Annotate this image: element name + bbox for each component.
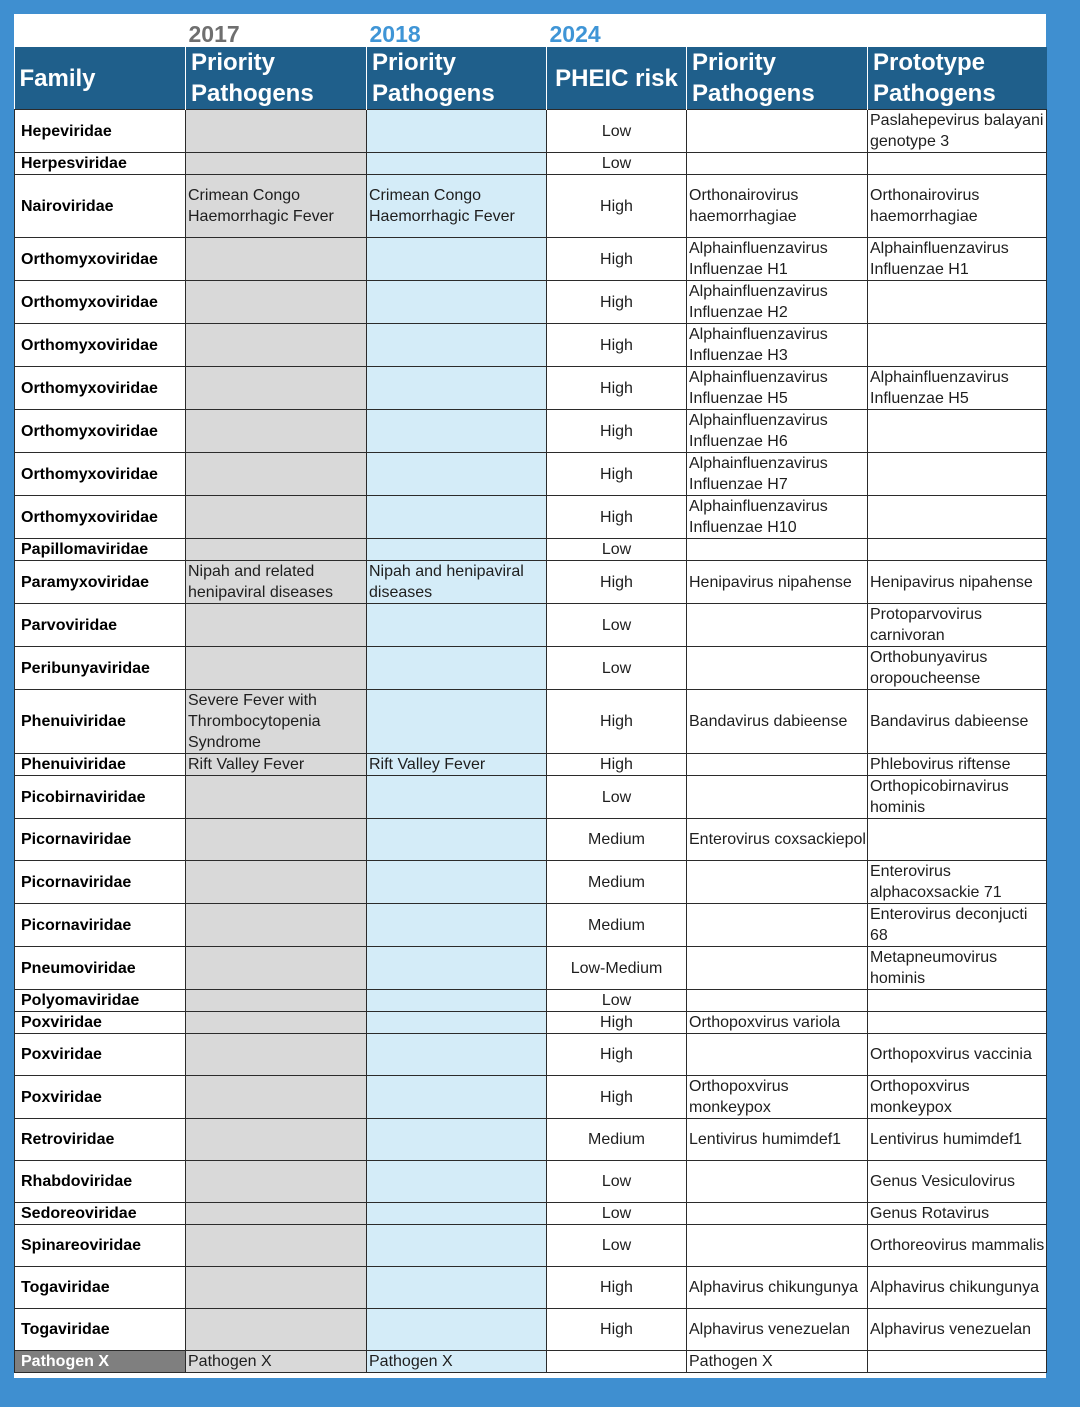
family-cell: Phenuiviridae bbox=[15, 754, 186, 776]
priority-2018-cell: Pathogen X bbox=[367, 1351, 547, 1373]
pheic-risk-cell: High bbox=[547, 238, 687, 281]
family-cell: Paramyxoviridae bbox=[15, 561, 186, 604]
family-cell: Herpesviridae bbox=[15, 153, 186, 175]
prototype-2024-cell bbox=[868, 410, 1047, 453]
family-cell: Picornaviridae bbox=[15, 904, 186, 947]
family-cell: Rhabdoviridae bbox=[15, 1161, 186, 1203]
priority-2024-cell bbox=[687, 604, 868, 647]
prototype-2024-cell: Enterovirus deconjucti 68 bbox=[868, 904, 1047, 947]
prototype-2024-cell: Alphavirus chikungunya bbox=[868, 1267, 1047, 1309]
priority-2017-cell: Severe Fever with Thrombocytopenia Syndrome bbox=[186, 690, 367, 754]
priority-2018-cell bbox=[367, 539, 547, 561]
pheic-risk-cell: Low bbox=[547, 604, 687, 647]
pheic-risk-cell: High bbox=[547, 453, 687, 496]
priority-2017-cell bbox=[186, 861, 367, 904]
header-priority-2024: Priority Pathogens bbox=[687, 47, 868, 110]
pheic-risk-cell: Low bbox=[547, 539, 687, 561]
priority-2017-cell bbox=[186, 496, 367, 539]
family-cell: Orthomyxoviridae bbox=[15, 410, 186, 453]
prototype-2024-cell bbox=[868, 324, 1047, 367]
priority-2024-cell bbox=[687, 776, 868, 819]
family-cell: Orthomyxoviridae bbox=[15, 367, 186, 410]
prototype-2024-cell bbox=[868, 153, 1047, 175]
priority-2017-cell bbox=[186, 153, 367, 175]
priority-2024-cell bbox=[687, 1225, 868, 1267]
table-row bbox=[15, 453, 1047, 496]
prototype-2024-cell: Lentivirus humimdef1 bbox=[868, 1119, 1047, 1161]
family-cell: Poxviridae bbox=[15, 1034, 186, 1076]
priority-2017-cell bbox=[186, 1076, 367, 1119]
table-row bbox=[15, 1225, 1047, 1267]
pheic-risk-cell: Low bbox=[547, 647, 687, 690]
priority-2024-cell bbox=[687, 904, 868, 947]
priority-2018-cell: Crimean Congo Haemorrhagic Fever bbox=[367, 175, 547, 238]
table-row bbox=[15, 1076, 1047, 1119]
table-row bbox=[15, 281, 1047, 324]
prototype-2024-cell bbox=[868, 990, 1047, 1012]
pheic-risk-cell: High bbox=[547, 367, 687, 410]
priority-2024-cell bbox=[687, 647, 868, 690]
table-row bbox=[15, 410, 1047, 453]
table-row bbox=[15, 990, 1047, 1012]
year-spacer bbox=[15, 14, 186, 47]
pheic-risk-cell: High bbox=[547, 754, 687, 776]
pheic-risk-cell: Low bbox=[547, 153, 687, 175]
family-cell: Togaviridae bbox=[15, 1309, 186, 1351]
prototype-2024-cell: Metapneumovirus hominis bbox=[868, 947, 1047, 990]
priority-2018-cell bbox=[367, 1267, 547, 1309]
prototype-2024-cell: Alphainfluenzavirus Influenzae H1 bbox=[868, 238, 1047, 281]
priority-2018-cell bbox=[367, 819, 547, 861]
pheic-risk-cell: Low-Medium bbox=[547, 947, 687, 990]
priority-2018-cell bbox=[367, 238, 547, 281]
table-row bbox=[15, 904, 1047, 947]
pheic-risk-cell: Low bbox=[547, 1203, 687, 1225]
pheic-risk-cell: High bbox=[547, 690, 687, 754]
table-row bbox=[15, 324, 1047, 367]
priority-2018-cell bbox=[367, 453, 547, 496]
priority-2017-cell bbox=[186, 324, 367, 367]
pheic-risk-cell: High bbox=[547, 175, 687, 238]
priority-2018-cell bbox=[367, 110, 547, 153]
pheic-risk-cell: Medium bbox=[547, 904, 687, 947]
priority-2024-cell: Alphainfluenzavirus Influenzae H10 bbox=[687, 496, 868, 539]
prototype-2024-cell bbox=[868, 1012, 1047, 1034]
priority-2018-cell bbox=[367, 1076, 547, 1119]
priority-2018-cell: Rift Valley Fever bbox=[367, 754, 547, 776]
prototype-2024-cell bbox=[868, 819, 1047, 861]
priority-2017-cell bbox=[186, 238, 367, 281]
priority-2017-cell bbox=[186, 1012, 367, 1034]
year-spacer bbox=[868, 14, 1047, 47]
pheic-risk-cell: Medium bbox=[547, 819, 687, 861]
priority-2017-cell: Pathogen X bbox=[186, 1351, 367, 1373]
table-row bbox=[15, 947, 1047, 990]
prototype-2024-cell bbox=[868, 281, 1047, 324]
priority-2024-cell: Alphainfluenzavirus Influenzae H5 bbox=[687, 367, 868, 410]
prototype-2024-cell bbox=[868, 539, 1047, 561]
family-cell: Picobirnaviridae bbox=[15, 776, 186, 819]
priority-2024-cell: Pathogen X bbox=[687, 1351, 868, 1373]
prototype-2024-cell: Phlebovirus riftense bbox=[868, 754, 1047, 776]
year-2017: 2017 bbox=[188, 21, 240, 47]
priority-2024-cell bbox=[687, 861, 868, 904]
priority-2018-cell bbox=[367, 153, 547, 175]
family-cell: Orthomyxoviridae bbox=[15, 238, 186, 281]
priority-2018-cell: Nipah and henipaviral diseases bbox=[367, 561, 547, 604]
pheic-risk-cell bbox=[547, 1351, 687, 1373]
table-row bbox=[15, 604, 1047, 647]
pheic-risk-cell: Low bbox=[547, 1225, 687, 1267]
priority-2018-cell bbox=[367, 367, 547, 410]
priority-2018-cell bbox=[367, 324, 547, 367]
pheic-risk-cell: High bbox=[547, 1076, 687, 1119]
prototype-2024-cell bbox=[868, 1351, 1047, 1373]
priority-2024-cell bbox=[687, 1161, 868, 1203]
prototype-2024-cell bbox=[868, 453, 1047, 496]
priority-2017-cell bbox=[186, 776, 367, 819]
table-row bbox=[15, 1203, 1047, 1225]
table-row bbox=[15, 539, 1047, 561]
priority-2017-cell bbox=[186, 904, 367, 947]
priority-2018-cell bbox=[367, 690, 547, 754]
priority-2017-cell bbox=[186, 281, 367, 324]
prototype-2024-cell: Protoparvovirus carnivoran bbox=[868, 604, 1047, 647]
pheic-risk-cell: High bbox=[547, 410, 687, 453]
prototype-2024-cell: Orthonairovirus haemorrhagiae bbox=[868, 175, 1047, 238]
priority-2017-cell bbox=[186, 1309, 367, 1351]
priority-2024-cell: Enterovirus coxsackiepol bbox=[687, 819, 868, 861]
priority-2017-cell bbox=[186, 1203, 367, 1225]
priority-2017-cell bbox=[186, 604, 367, 647]
priority-2024-cell: Orthonairovirus haemorrhagiae bbox=[687, 175, 868, 238]
priority-2024-cell bbox=[687, 947, 868, 990]
header-family: Family bbox=[15, 47, 186, 110]
priority-2018-cell bbox=[367, 1161, 547, 1203]
pheic-risk-cell: High bbox=[547, 496, 687, 539]
pheic-risk-cell: High bbox=[547, 1309, 687, 1351]
header-prototype-2024: Prototype Pathogens bbox=[868, 47, 1047, 110]
family-cell: Togaviridae bbox=[15, 1267, 186, 1309]
priority-2024-cell: Bandavirus dabieense bbox=[687, 690, 868, 754]
pheic-risk-cell: Low bbox=[547, 1161, 687, 1203]
priority-2018-cell bbox=[367, 947, 547, 990]
priority-2024-cell: Alphainfluenzavirus Influenzae H1 bbox=[687, 238, 868, 281]
priority-2017-cell bbox=[186, 647, 367, 690]
prototype-2024-cell: Genus Rotavirus bbox=[868, 1203, 1047, 1225]
table-row bbox=[15, 690, 1047, 754]
year-2018: 2018 bbox=[369, 21, 421, 47]
pheic-risk-cell: Low bbox=[547, 110, 687, 153]
priority-2018-cell bbox=[367, 904, 547, 947]
header-priority-2018: Priority Pathogens bbox=[367, 47, 547, 110]
priority-2018-cell bbox=[367, 647, 547, 690]
priority-2024-cell bbox=[687, 990, 868, 1012]
priority-2024-cell bbox=[687, 754, 868, 776]
prototype-2024-cell: Orthopoxvirus vaccinia bbox=[868, 1034, 1047, 1076]
year-row bbox=[15, 14, 1047, 47]
prototype-2024-cell: Orthobunyavirus oropoucheense bbox=[868, 647, 1047, 690]
priority-2024-cell: Orthopoxvirus monkeypox bbox=[687, 1076, 868, 1119]
priority-2017-cell: Crimean Congo Haemorrhagic Fever bbox=[186, 175, 367, 238]
family-cell: Phenuiviridae bbox=[15, 690, 186, 754]
family-cell: Sedoreoviridae bbox=[15, 1203, 186, 1225]
table-row bbox=[15, 754, 1047, 776]
table-row bbox=[15, 153, 1047, 175]
priority-2018-cell bbox=[367, 281, 547, 324]
prototype-2024-cell bbox=[868, 496, 1047, 539]
priority-2017-cell bbox=[186, 1161, 367, 1203]
priority-2024-cell: Alphavirus venezuelan bbox=[687, 1309, 868, 1351]
priority-2024-cell bbox=[687, 1034, 868, 1076]
family-cell: Retroviridae bbox=[15, 1119, 186, 1161]
priority-2017-cell bbox=[186, 990, 367, 1012]
priority-2024-cell bbox=[687, 1203, 868, 1225]
prototype-2024-cell: Henipavirus nipahense bbox=[868, 561, 1047, 604]
table-row bbox=[15, 1161, 1047, 1203]
priority-2017-cell: Nipah and related henipaviral diseases bbox=[186, 561, 367, 604]
priority-2017-cell bbox=[186, 819, 367, 861]
family-cell: Peribunyaviridae bbox=[15, 647, 186, 690]
priority-2024-cell bbox=[687, 153, 868, 175]
priority-2017-cell bbox=[186, 947, 367, 990]
priority-2017-cell bbox=[186, 110, 367, 153]
family-cell: Nairoviridae bbox=[15, 175, 186, 238]
table-row bbox=[15, 1012, 1047, 1034]
header-pheic-risk: PHEIC risk bbox=[547, 47, 687, 110]
priority-2018-cell bbox=[367, 1203, 547, 1225]
table-row bbox=[15, 561, 1047, 604]
priority-2024-cell: Alphainfluenzavirus Influenzae H7 bbox=[687, 453, 868, 496]
pheic-risk-cell: High bbox=[547, 1034, 687, 1076]
family-cell: Polyomaviridae bbox=[15, 990, 186, 1012]
priority-2017-cell bbox=[186, 367, 367, 410]
priority-2024-cell: Henipavirus nipahense bbox=[687, 561, 868, 604]
pheic-risk-cell: High bbox=[547, 1012, 687, 1034]
pheic-risk-cell: High bbox=[547, 1267, 687, 1309]
year-2024: 2024 bbox=[549, 21, 601, 47]
priority-2024-cell: Orthopoxvirus variola bbox=[687, 1012, 868, 1034]
priority-2024-cell bbox=[687, 539, 868, 561]
family-cell: Pneumoviridae bbox=[15, 947, 186, 990]
priority-2017-cell bbox=[186, 1034, 367, 1076]
family-cell: Poxviridae bbox=[15, 1012, 186, 1034]
table-row bbox=[15, 110, 1047, 153]
priority-2017-cell bbox=[186, 410, 367, 453]
priority-2018-cell bbox=[367, 776, 547, 819]
priority-2017-cell bbox=[186, 1225, 367, 1267]
table-row bbox=[15, 1267, 1047, 1309]
table-row bbox=[15, 367, 1047, 410]
table-row bbox=[15, 1119, 1047, 1161]
family-cell: Parvoviridae bbox=[15, 604, 186, 647]
family-cell: Pathogen X bbox=[15, 1351, 186, 1373]
priority-2024-cell: Alphainfluenzavirus Influenzae H3 bbox=[687, 324, 868, 367]
priority-2017-cell bbox=[186, 1267, 367, 1309]
table-row bbox=[15, 819, 1047, 861]
priority-2017-cell bbox=[186, 1119, 367, 1161]
pheic-risk-cell: High bbox=[547, 324, 687, 367]
table-row bbox=[15, 238, 1047, 281]
priority-2018-cell bbox=[367, 410, 547, 453]
priority-2024-cell: Alphainfluenzavirus Influenzae H2 bbox=[687, 281, 868, 324]
table-row bbox=[15, 1351, 1047, 1373]
priority-2024-cell: Alphavirus chikungunya bbox=[687, 1267, 868, 1309]
pathogen-table bbox=[14, 14, 1047, 1373]
family-cell: Orthomyxoviridae bbox=[15, 496, 186, 539]
prototype-2024-cell: Genus Vesiculovirus bbox=[868, 1161, 1047, 1203]
family-cell: Picornaviridae bbox=[15, 861, 186, 904]
family-cell: Papillomaviridae bbox=[15, 539, 186, 561]
priority-2018-cell bbox=[367, 1119, 547, 1161]
priority-2018-cell bbox=[367, 990, 547, 1012]
family-cell: Spinareoviridae bbox=[15, 1225, 186, 1267]
family-cell: Hepeviridae bbox=[15, 110, 186, 153]
priority-2018-cell bbox=[367, 496, 547, 539]
priority-2024-cell: Lentivirus humimdef1 bbox=[687, 1119, 868, 1161]
year-spacer bbox=[687, 14, 868, 47]
table-row bbox=[15, 776, 1047, 819]
header-row bbox=[15, 47, 1047, 110]
pheic-risk-cell: High bbox=[547, 281, 687, 324]
priority-2018-cell bbox=[367, 861, 547, 904]
prototype-2024-cell: Alphavirus venezuelan bbox=[868, 1309, 1047, 1351]
pheic-risk-cell: Low bbox=[547, 990, 687, 1012]
prototype-2024-cell: Paslahepevirus balayani genotype 3 bbox=[868, 110, 1047, 153]
priority-2024-cell: Alphainfluenzavirus Influenzae H6 bbox=[687, 410, 868, 453]
priority-2017-cell bbox=[186, 453, 367, 496]
family-cell: Orthomyxoviridae bbox=[15, 324, 186, 367]
table-row bbox=[15, 647, 1047, 690]
table-row bbox=[15, 861, 1047, 904]
priority-2018-cell bbox=[367, 1034, 547, 1076]
priority-2018-cell bbox=[367, 1225, 547, 1267]
priority-2017-cell: Rift Valley Fever bbox=[186, 754, 367, 776]
pheic-risk-cell: Low bbox=[547, 776, 687, 819]
header-priority-2017: Priority Pathogens bbox=[186, 47, 367, 110]
prototype-2024-cell: Enterovirus alphacoxsackie 71 bbox=[868, 861, 1047, 904]
pheic-risk-cell: High bbox=[547, 561, 687, 604]
pheic-risk-cell: Medium bbox=[547, 1119, 687, 1161]
family-cell: Orthomyxoviridae bbox=[15, 281, 186, 324]
table-row bbox=[15, 1034, 1047, 1076]
prototype-2024-cell: Orthopoxvirus monkeypox bbox=[868, 1076, 1047, 1119]
prototype-2024-cell: Orthoreovirus mammalis bbox=[868, 1225, 1047, 1267]
prototype-2024-cell: Bandavirus dabieense bbox=[868, 690, 1047, 754]
table-row bbox=[15, 496, 1047, 539]
family-cell: Picornaviridae bbox=[15, 819, 186, 861]
table-row bbox=[15, 175, 1047, 238]
priority-2018-cell bbox=[367, 604, 547, 647]
priority-2017-cell bbox=[186, 539, 367, 561]
priority-2018-cell bbox=[367, 1012, 547, 1034]
pheic-risk-cell: Medium bbox=[547, 861, 687, 904]
priority-2018-cell bbox=[367, 1309, 547, 1351]
family-cell: Orthomyxoviridae bbox=[15, 453, 186, 496]
table-body bbox=[15, 110, 1047, 1373]
priority-pathogens-sheet bbox=[14, 14, 1046, 1378]
prototype-2024-cell: Orthopicobirnavirus hominis bbox=[868, 776, 1047, 819]
table-row bbox=[15, 1309, 1047, 1351]
prototype-2024-cell: Alphainfluenzavirus Influenzae H5 bbox=[868, 367, 1047, 410]
priority-2024-cell bbox=[687, 110, 868, 153]
family-cell: Poxviridae bbox=[15, 1076, 186, 1119]
